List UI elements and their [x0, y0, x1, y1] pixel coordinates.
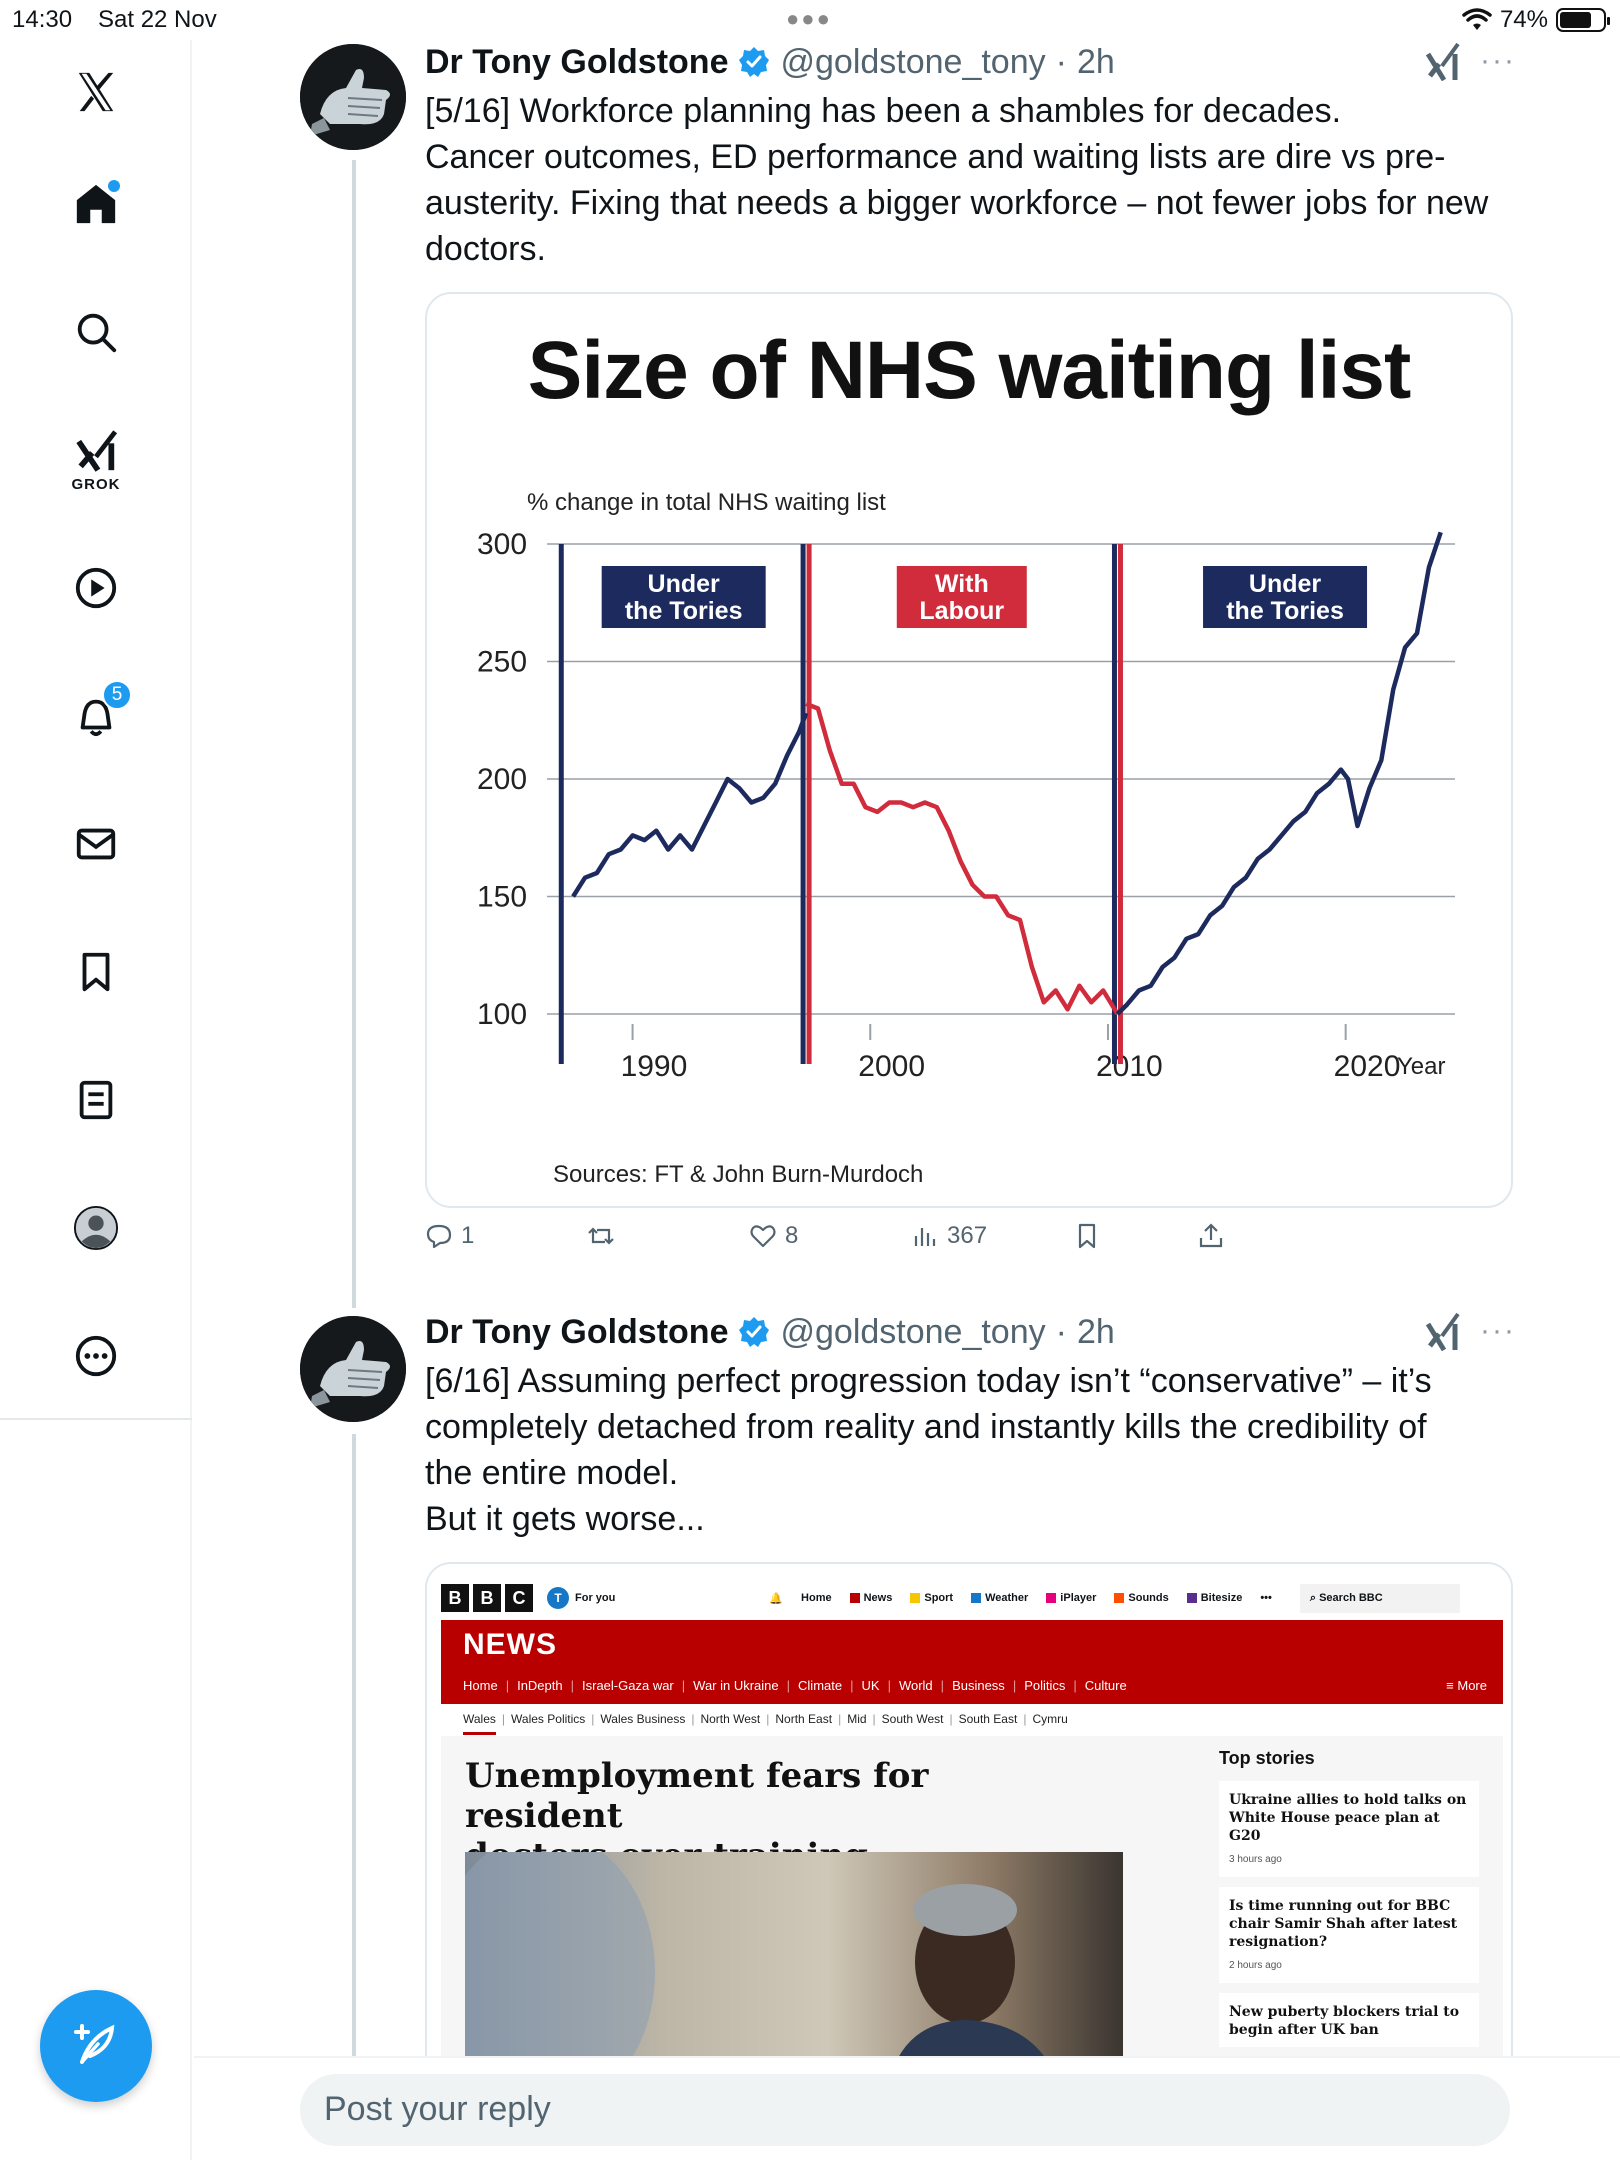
y-tick-label: 250 — [477, 645, 528, 679]
bbc-story-time: 3 hours ago — [1229, 1854, 1282, 1865]
bbc-nav-link: Weather — [985, 1592, 1029, 1604]
repost-icon — [587, 1222, 615, 1250]
bbc-section-link: | Climate — [787, 1678, 842, 1693]
bbc-nav-link: News — [863, 1592, 893, 1604]
tweet-line: austerity. Fixing that needs a bigger workforce – not fewer jobs for new — [425, 184, 1489, 222]
tweet-image[interactable] — [425, 292, 1513, 1208]
bbc-logo-letter: B — [441, 1584, 469, 1612]
bbc-sub-link: | Wales Politics — [502, 1712, 585, 1735]
nav-grok[interactable] — [56, 420, 136, 500]
bbc-search-box: ⌕ Search BBC — [1300, 1584, 1460, 1613]
tweet-header — [425, 1310, 1115, 1354]
bbc-search-label: Search BBC — [1319, 1591, 1383, 1604]
reply-icon — [425, 1222, 453, 1250]
bbc-sub-link: | North West — [691, 1712, 760, 1735]
bbc-top-stories — [1219, 1748, 1479, 2057]
status-bar — [0, 0, 1620, 40]
bbc-section-link: | War in Ukraine — [682, 1678, 779, 1693]
bbc-story-title: New puberty blockers trial to begin after UK ban — [1229, 2004, 1460, 2038]
bbc-logo-letter: B — [473, 1584, 501, 1612]
chart-canvas — [427, 294, 1513, 1208]
status-time: 14:30 — [12, 6, 73, 33]
grok-explain-icon[interactable] — [1424, 1312, 1460, 1352]
thread-connector — [352, 160, 356, 1308]
home-new-dot — [108, 180, 120, 192]
reply-button[interactable] — [425, 1222, 474, 1250]
reply-count: 1 — [461, 1222, 475, 1249]
bbc-story — [1219, 1993, 1479, 2047]
bbc-story-title: Is time running out for BBC chair Samir Shah after latest resignation? — [1229, 1898, 1458, 1950]
post-time[interactable]: 2h — [1076, 1312, 1115, 1351]
bbc-for-you — [547, 1587, 615, 1609]
bbc-nav-link: Sounds — [1128, 1592, 1169, 1604]
tweet-text — [425, 88, 1515, 272]
bbc-logo-letter: C — [505, 1584, 533, 1612]
period-label: the Tories — [1226, 597, 1344, 625]
bbc-bell-icon: 🔔 — [769, 1592, 784, 1605]
verified-badge-icon — [738, 1316, 770, 1348]
bbc-for-you-label: For you — [575, 1592, 616, 1604]
bbc-story-time: 2 hours ago — [1229, 1960, 1282, 1971]
bbc-section-link: Home — [463, 1678, 498, 1693]
bbc-nav-sounds — [1114, 1592, 1168, 1604]
period-label: Under — [647, 570, 720, 598]
bbc-sub-link: | South East — [949, 1712, 1017, 1735]
bbc-story — [1219, 1781, 1479, 1877]
tweet-more-button[interactable]: ··· — [1480, 1314, 1516, 1347]
grok-label: GROK — [71, 475, 121, 493]
bbc-news-bar — [441, 1620, 1503, 1704]
avatar[interactable] — [300, 44, 406, 150]
repost-button[interactable] — [587, 1222, 623, 1250]
y-tick-label: 200 — [477, 763, 528, 796]
share-button[interactable] — [1197, 1222, 1225, 1250]
nav-profile[interactable] — [56, 1188, 136, 1268]
bbc-sub-link: | Cymru — [1023, 1712, 1067, 1735]
like-count: 8 — [785, 1222, 799, 1249]
search-icon — [73, 309, 119, 355]
post-time[interactable]: 2h — [1076, 42, 1115, 81]
bbc-nav-news — [850, 1592, 893, 1604]
bbc-nav-link: Bitesize — [1200, 1592, 1243, 1604]
y-tick-label: 100 — [477, 998, 528, 1031]
bbc-more-menu: ≡ More — [1446, 1678, 1487, 1693]
tweet-line: completely detached from reality and instantly kills the credibility of — [425, 1408, 1427, 1446]
bookmark-button[interactable] — [1073, 1222, 1101, 1250]
nav-home[interactable] — [56, 164, 136, 244]
x-tick-label: 2010 — [1095, 1050, 1163, 1083]
bbc-section-title: NEWS — [463, 1628, 557, 1661]
tweet-line: But it gets worse... — [425, 1500, 705, 1538]
sidebar-divider — [0, 1418, 192, 1420]
bbc-sub-link: | South West — [873, 1712, 944, 1735]
bbc-nav-weather — [971, 1592, 1028, 1604]
bbc-story-title: Ukraine allies to hold talks on White House peace plan at G20 — [1229, 1792, 1467, 1844]
period-label: Under — [1248, 570, 1322, 598]
bbc-sub-link: | Mid — [838, 1712, 866, 1735]
tweet-image[interactable] — [425, 1562, 1513, 2122]
tweet-actions — [425, 1222, 1515, 1262]
tweet-text — [425, 1358, 1515, 1542]
nav-notifications[interactable] — [56, 676, 136, 756]
bookmark-icon — [1073, 1222, 1101, 1250]
author-name[interactable]: Dr Tony Goldstone — [425, 1312, 729, 1351]
x-logo-glyph — [73, 69, 119, 115]
bbc-section-link: | UK — [850, 1678, 879, 1693]
bbc-logo — [441, 1584, 533, 1612]
tweet-line: [5/16] Workforce planning has been a shambles for decades. — [425, 92, 1342, 130]
author-name[interactable]: Dr Tony Goldstone — [425, 42, 729, 81]
bbc-account-icon: T — [547, 1587, 569, 1609]
bbc-nav-links — [769, 1592, 1272, 1605]
play-circle-icon — [73, 565, 119, 611]
header-separator: · — [1055, 1312, 1067, 1351]
bbc-nav-link: Home — [801, 1592, 832, 1604]
avatar[interactable] — [300, 1316, 406, 1422]
bbc-sub-link: | Wales Business — [591, 1712, 685, 1735]
bbc-sub-link: | North East — [766, 1712, 832, 1735]
more-circle-icon — [73, 1333, 119, 1379]
bbc-nav-iplayer — [1046, 1592, 1096, 1604]
period-label: With — [934, 570, 989, 598]
period-label: the Tories — [624, 597, 743, 625]
bbc-section-link: | World — [888, 1678, 933, 1693]
period-label: Labour — [919, 597, 1005, 625]
tweet-more-button[interactable]: ··· — [1480, 44, 1516, 77]
y-axis-label: % change in total NHS waiting list — [527, 489, 886, 516]
bbc-headline-line: Unemployment fears for resident — [465, 1756, 929, 1836]
wifi-icon — [1462, 8, 1492, 32]
compose-post-button[interactable] — [40, 1990, 152, 2102]
chart-source: Sources: FT & John Burn-Murdoch — [553, 1161, 924, 1188]
tweet-line: doctors. — [425, 230, 546, 268]
series-line — [806, 704, 1117, 1014]
nav-lists[interactable] — [56, 1060, 136, 1140]
bbc-article-body — [441, 1736, 1503, 2096]
views-chart-icon — [911, 1222, 939, 1250]
bbc-section-link: | Israel-Gaza war — [571, 1678, 674, 1693]
share-icon — [1197, 1222, 1225, 1250]
sidebar — [0, 40, 192, 2160]
x-tick-label: 2020 — [1333, 1050, 1401, 1083]
battery-percent: 74% — [1499, 6, 1548, 33]
tweet-line: [6/16] Assuming perfect progression today isn’t “conservative” – it’s — [425, 1362, 1432, 1400]
author-handle[interactable]: @goldstone_tony — [780, 1312, 1046, 1351]
bbc-sub-nav — [463, 1712, 1068, 1735]
bbc-nav-more: ••• — [1260, 1592, 1272, 1604]
bbc-nav-link: Sport — [924, 1592, 954, 1604]
tweet-header — [425, 40, 1115, 84]
bbc-section-link: | Business — [941, 1678, 1005, 1693]
views-count: 367 — [947, 1222, 988, 1249]
bbc-section-links — [463, 1678, 1127, 1693]
x-logo-icon[interactable] — [56, 52, 136, 132]
nav-more[interactable] — [56, 1316, 136, 1396]
reply-input[interactable]: Post your reply — [300, 2074, 1510, 2146]
tweet-line: Cancer outcomes, ED performance and waiting lists are dire vs pre- — [425, 138, 1446, 176]
heart-icon — [749, 1222, 777, 1250]
author-handle[interactable]: @goldstone_tony — [780, 42, 1046, 81]
nav-search[interactable] — [56, 292, 136, 372]
nav-messages[interactable] — [56, 804, 136, 884]
bookmark-icon — [73, 949, 119, 995]
envelope-icon — [73, 821, 119, 867]
feather-plus-icon — [68, 2018, 124, 2074]
bbc-section-link: | Culture — [1073, 1678, 1126, 1693]
verified-badge-icon — [738, 46, 770, 78]
status-date: Sat 22 Nov — [98, 6, 217, 33]
bbc-section-link: | InDepth — [506, 1678, 563, 1693]
bbc-nav-bitesize — [1187, 1592, 1243, 1604]
grok-explain-icon[interactable] — [1424, 42, 1460, 82]
nav-bookmarks[interactable] — [56, 932, 136, 1012]
series-line — [573, 713, 806, 896]
reply-bar — [194, 2056, 1620, 2160]
list-icon — [73, 1077, 119, 1123]
bbc-section-link: | Politics — [1013, 1678, 1066, 1693]
notification-badge: 5 — [102, 680, 132, 710]
bbc-sub-link: Wales — [463, 1712, 496, 1735]
x-axis-label: Year — [1397, 1053, 1446, 1080]
avatar-image — [300, 44, 406, 150]
bbc-top-stories-title: Top stories — [1219, 1748, 1315, 1768]
y-tick-label: 150 — [477, 880, 528, 914]
x-tick-label: 1990 — [620, 1050, 688, 1083]
bbc-nav-sport — [910, 1592, 953, 1604]
like-button[interactable] — [749, 1222, 798, 1250]
bbc-news-screenshot — [427, 1564, 1513, 2084]
profile-avatar-icon — [73, 1205, 119, 1251]
avatar-image — [300, 1316, 406, 1422]
multitask-dots-icon[interactable]: ●●● — [786, 6, 832, 31]
grok-icon — [73, 428, 119, 474]
y-tick-label: 300 — [477, 528, 528, 561]
header-separator: · — [1055, 42, 1067, 81]
tweet-line: the entire model. — [425, 1454, 679, 1492]
bbc-story — [1219, 1887, 1479, 1983]
nav-videos[interactable] — [56, 548, 136, 628]
battery-icon — [1556, 8, 1606, 32]
chart-title: Size of NHS waiting list — [527, 325, 1411, 416]
views-button[interactable] — [911, 1222, 987, 1250]
x-tick-label: 2000 — [858, 1050, 926, 1083]
bbc-nav-link: iPlayer — [1060, 1592, 1097, 1604]
bbc-top-nav — [441, 1574, 1501, 1622]
thread-connector — [352, 1434, 356, 2060]
